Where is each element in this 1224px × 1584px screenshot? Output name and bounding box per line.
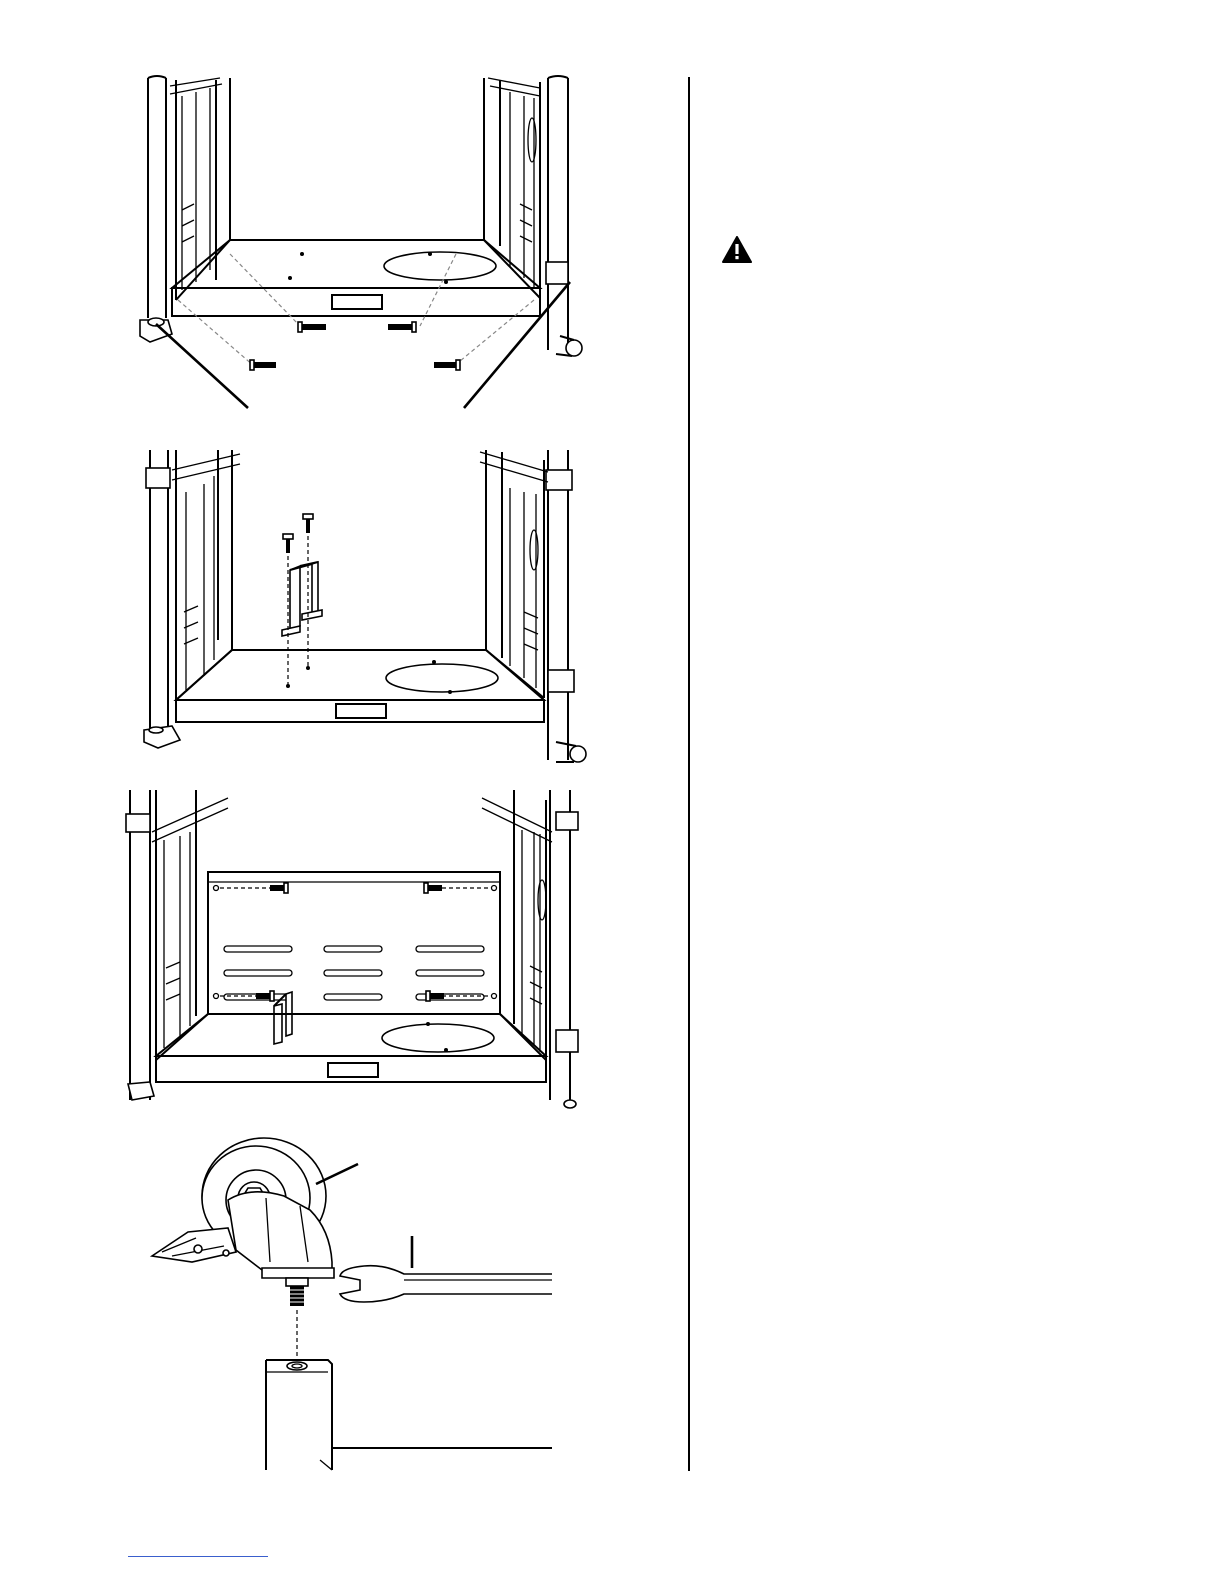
threaded-stud-icon <box>290 1286 304 1306</box>
warning-triangle-icon <box>722 236 752 264</box>
footer-rule <box>128 1556 268 1557</box>
wrench-icon <box>340 1266 552 1302</box>
